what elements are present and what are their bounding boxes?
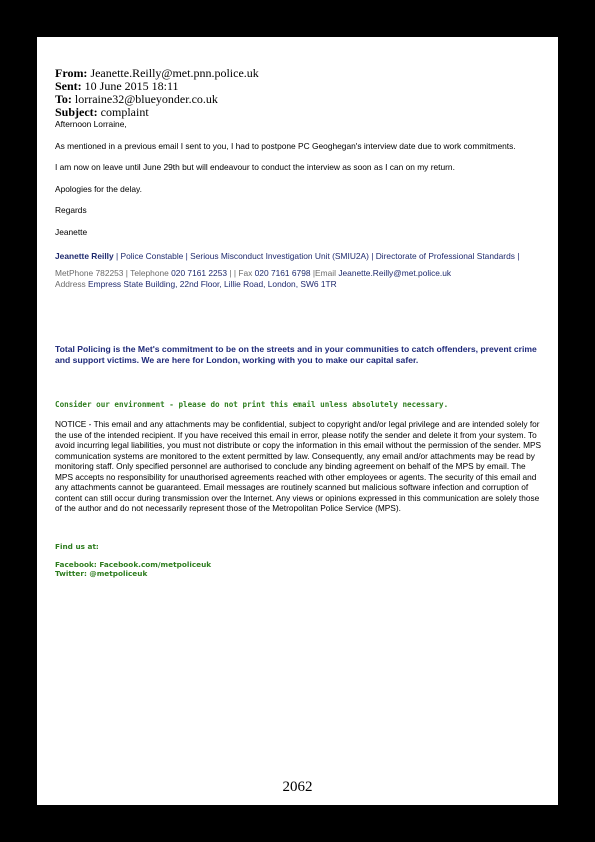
twitter-link[interactable]: Twitter: @metpoliceuk [55,568,148,578]
greeting: Afternoon Lorraine, [55,119,127,129]
subject-value: complaint [100,105,149,119]
sign-off-name: Jeanette [55,226,88,237]
signature-name: Jeanette Reilly [55,251,114,261]
total-policing-tagline: Total Policing is the Met's commitment to be on the streets and in your communities to catch offenders, prevent crime and support victims. We are here for London, working with you to make our capital safer. [55,344,537,365]
paragraph-1: As mentioned in a previous email I sent to you, I had to postpone PC Geoghegan's interview date due to work commitments. [55,140,516,151]
sent-line: Sent: 10 June 2015 18:11 [55,79,179,93]
signature-email-link[interactable]: Jeanette.Reilly@met.police.uk [338,268,452,278]
signature-address-line: Address Empress State Building, 22nd Floor, Lillie Road, London, SW6 1TR [55,279,337,289]
email-header [55,67,543,119]
signature-name-line [55,251,543,262]
email-content [55,67,543,578]
telephone-number: 020 7161 2253 [171,268,228,278]
regards: Regards [55,205,87,215]
email-body [55,119,543,237]
subject-line: Subject: complaint [55,105,149,119]
document-page [37,37,558,805]
legal-notice: NOTICE - This email and any attachments may be confidential, subject to copyright and/or legal privilege and are intended solely for the use of the intended recipient. If you have received this email in error, please notify the sender and delete it from your system. To avoid incurring legal liabilities, you must not distribute or copy the information in this email without the permission of the sender. MPS communication systems are monitored to the extent permitted by law. Consequently, any email and/or attachments may be read by monitoring staff. Only specified personnel are authorised to conclude any binding agreement on behalf of the MPS by email. The MPS accepts no responsibility for unauthorised agreements reached with other employees or agents. The security of this email and any attachments cannot be guaranteed. Email messages are routinely scanned but malicious software infection and corruption of content can still occur during transmission over the Internet. Any views or opinions expressed in this communication are solely those of the author and do not necessarily represent those of the Metropolitan Police Service (MPS). [55,419,542,513]
to-value: lorraine32@blueyonder.co.uk [74,92,218,106]
find-us-heading: Find us at: [55,541,99,551]
signature-address: Empress State Building, 22nd Floor, Lillie Road, London, SW6 1TR [85,279,337,289]
from-line: From: Jeanette.Reilly@met.pnn.police.uk [55,66,259,80]
paragraph-2: I am now on leave until June 29th but will endeavour to conduct the interview as soon as I can on my return. [55,162,455,172]
page-number: 2062 [282,779,313,795]
sent-value: 10 June 2015 18:11 [84,79,179,93]
facebook-link[interactable]: Facebook: Facebook.com/metpoliceuk [55,559,212,569]
paragraph-3: Apologies for the delay. [55,183,142,194]
signature-titles: | Police Constable | Serious Misconduct Investigation Unit (SMIU2A) | Directorate of Professional Standards | [113,251,520,261]
fax-number: 020 7161 6798 [254,268,311,278]
to-line: To: lorraine32@blueyonder.co.uk [55,92,218,106]
environment-notice: Consider our environment - please do not print this email unless absolutely necessary. [55,400,449,409]
signature-contact-line: MetPhone 782253 | Telephone 020 7161 2253 | | Fax 020 7161 6798 |Email Jeanette.Reilly@met.police.uk [55,268,452,278]
from-value: Jeanette.Reilly@met.pnn.police.uk [90,66,259,80]
